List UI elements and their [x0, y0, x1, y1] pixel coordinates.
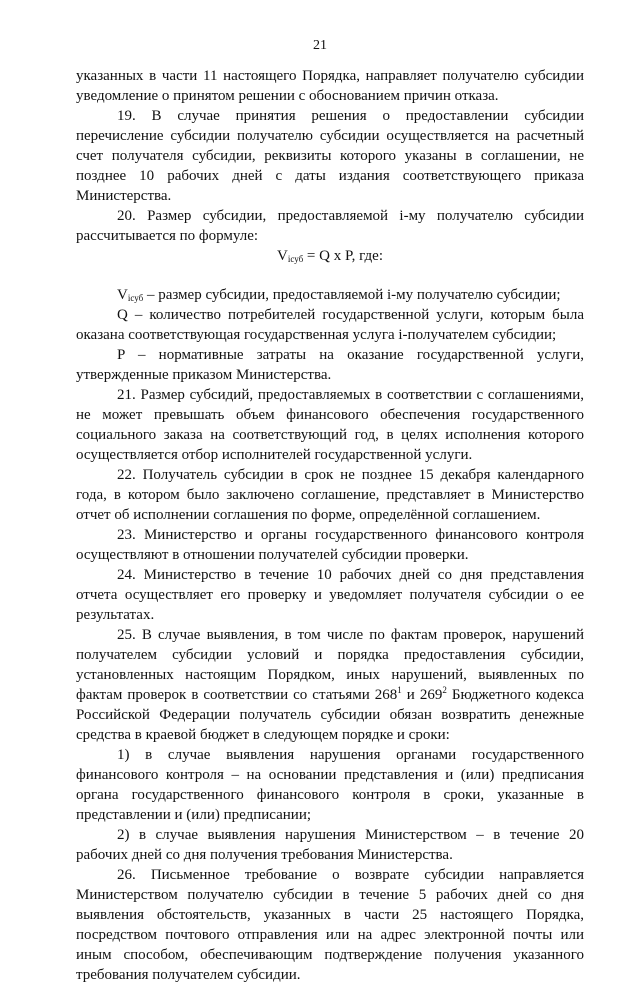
paragraph-continuation: указанных в части 11 настоящего Порядка, направляет получателю субсидии уведомление о принятом решении с обоснованием причин отказа.: [76, 68, 584, 104]
paragraph-25-part3: Бюджетного кодекса Российской Федерации получатель субсидии обязан возвратить денежные средства в краевой бюджет в следующем порядке и сроки:: [76, 687, 584, 743]
definition-p: P – нормативные затраты на оказание государственной услуги, утвержденные приказом Министерства.: [76, 347, 584, 383]
paragraph-22: 22. Получатель субсидии в срок не позднее 15 декабря календарного года, в котором было заключено соглашение, представляет в Министерство отчет об исполнении соглашения по форме, определённой соглашением.: [76, 467, 584, 523]
paragraph-26: 26. Письменное требование о возврате субсидии направляется Министерством получателю субсидии в течение 5 рабочих дней со дня выявления обстоятельств, указанных в части 25 настоящего Порядка, посредством почтового отправления или на адрес электронной почты или иным способом, обеспечивающим подтверждение получения указанного требования получателем субсидии.: [76, 867, 584, 983]
definition-v-text: – размер субсидии, предоставляемой i-му получателю субсидии;: [143, 287, 561, 303]
definition-v: [76, 285, 584, 305]
definition-v-subscript: iсуб: [127, 293, 144, 303]
paragraph-20: 20. Размер субсидии, предоставляемой i-му получателю субсидии рассчитывается по формуле:: [76, 208, 584, 244]
article-268-superscript: 1: [397, 685, 402, 695]
formula-subscript: iсуб: [287, 254, 304, 264]
definition-v-variable: V: [117, 287, 128, 303]
paragraph-25-part2: и 269: [401, 687, 443, 703]
document-body: [76, 66, 584, 985]
paragraph-24: 24. Министерство в течение 10 рабочих дней со дня представления отчета осуществляет его проверку и уведомляет получателя субсидии о ее результатах.: [76, 567, 584, 623]
paragraph-25-item-2: 2) в случае выявления нарушения Министерством – в течение 20 рабочих дней со дня получения требования Министерства.: [76, 827, 584, 863]
article-269-superscript: 2: [442, 685, 447, 695]
formula: [76, 246, 584, 266]
paragraph-25-item-1: 1) в случае выявления нарушения органами государственного финансового контроля – на основании представления и (или) предписания органа государственного финансового контроля в сроки, указанные в представлении и (или) предписании;: [76, 747, 584, 823]
paragraph-21: 21. Размер субсидий, предоставляемых в соответствии с соглашениями, не может превышать объем финансового обеспечения государственного социального заказа на соответствующий год, в целях исполнения которого осуществляется отбор исполнителей государственной услуги.: [76, 387, 584, 463]
page-number: 21: [313, 38, 327, 53]
formula-expression: = Q x P, где:: [303, 248, 384, 264]
paragraph-23: 23. Министерство и органы государственного финансового контроля осуществляют в отношении получателей субсидии проверки.: [76, 527, 584, 563]
formula-variable: V: [276, 248, 288, 264]
definition-q: Q – количество потребителей государственной услуги, которым была оказана соответствующая государственная услуга i-получателем субсидии;: [76, 307, 584, 343]
paragraph-25: [76, 625, 584, 745]
paragraph-19: 19. В случае принятия решения о предоставлении субсидии перечисление субсидии получателю субсидии осуществляется на расчетный счет получателя субсидии, реквизиты которого указаны в соглашении, не позднее 10 рабочих дней с даты издания соответствующего приказа Министерства.: [76, 108, 584, 204]
paragraph-25-part1: 25. В случае выявления, в том числе по фактам проверок, нарушений получателем субсидии условий и порядка предоставления субсидии, установленных настоящим Порядком, иных нарушений, выявленных по фактам проверок в соответствии со статьями 268: [76, 627, 584, 703]
